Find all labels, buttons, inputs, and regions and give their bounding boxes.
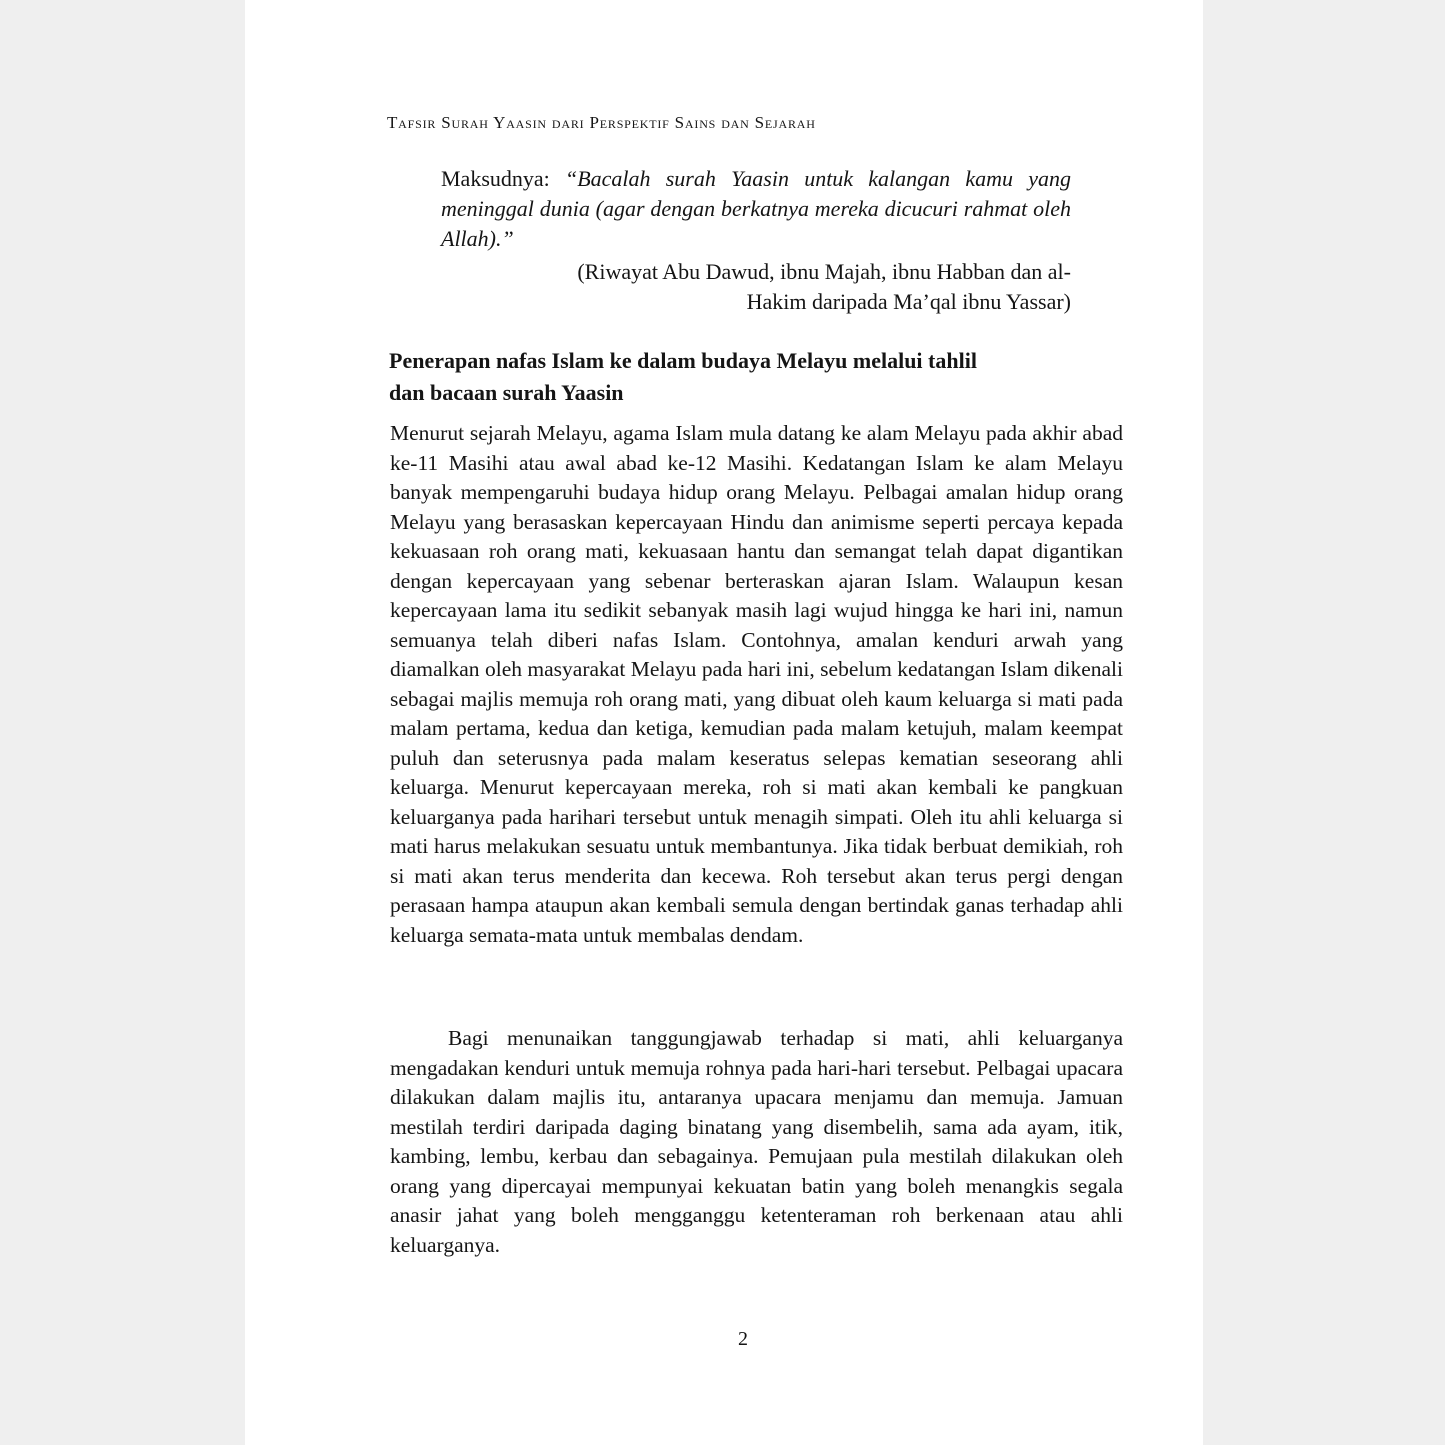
- book-page: [245, 0, 1203, 1445]
- section-heading-line: dan bacaan surah Yaasin: [389, 380, 624, 405]
- page-number: 2: [738, 1328, 748, 1350]
- running-head: Tafsir Surah Yaasin dari Perspektif Sains dan Sejarah: [387, 113, 816, 132]
- body-paragraph: Menurut sejarah Melayu, agama Islam mula datang ke alam Melayu pada akhir abad ke-11 Masihi atau awal abad ke-12 Masihi. Kedatangan Islam ke alam Melayu banyak mempengaruhi budaya hidup orang Melayu. Pelbagai amalan hidup orang Melayu yang berasaskan kepercayaan Hindu dan animisme seperti percaya kepada kekuasaan roh orang mati, kekuasaan hantu dan semangat telah dapat digantikan dengan kepercayaan yang sebenar berteraskan ajaran Islam. Walaupun kesan kepercayaan lama itu sedikit sebanyak masih lagi wujud hingga ke hari ini, namun semuanya telah diberi nafas Islam. Contohnya, amalan kenduri arwah yang diamalkan oleh masyarakat Melayu pada hari ini, sebelum kedatangan Islam dikenali sebagai majlis memuja roh orang mati, yang dibuat oleh kaum keluarga si mati pada malam pertama, kedua dan ketiga, kemudian pada malam ketujuh, malam keempat puluh dan seterusnya pada malam keseratus selepas kematian seseorang ahli keluarga. Menurut kepercayaan mereka, roh si mati akan kembali ke pangkuan keluarganya pada harihari tersebut untuk menagih simpati. Oleh itu ahli keluarga si mati harus melakukan sesuatu untuk membantunya. Jika tidak berbuat demikiah, roh si mati akan terus menderita dan kecewa. Roh tersebut akan terus pergi dengan perasaan hampa ataupun akan kembali semula dengan bertindak ganas terhadap ahli keluarga semata-mata untuk membalas dendam.: [390, 421, 1123, 947]
- citation-line: Hakim daripada Ma’qal ibnu Yassar): [746, 289, 1071, 314]
- section-heading: [389, 345, 1079, 409]
- quote-citation: [475, 257, 1071, 317]
- quote-text: “Bacalah surah Yaasin untuk kalangan kamu yang meninggal dunia (agar dengan berkatnya mereka dicucuri rahmat oleh Allah).”: [441, 166, 1072, 251]
- section-heading-line: Penerapan nafas Islam ke dalam budaya Melayu melalui tahlil: [389, 348, 977, 373]
- citation-line: (Riwayat Abu Dawud, ibnu Majah, ibnu Habban dan al-: [577, 259, 1071, 284]
- body-paragraph: Bagi menunaikan tanggungjawab terhadap si mati, ahli keluarganya mengadakan kenduri untuk memuja rohnya pada hari-hari tersebut. Pelbagai upacara dilakukan dalam majlis itu, antaranya upacara menjamu dan memuja. Jamuan mestilah terdiri daripada daging binatang yang disembelih, sama ada ayam, itik, kambing, lembu, kerbau dan sebagainya. Pemujaan pula mestilah dilakukan oleh orang yang dipercayai mempunyai kekuatan batin yang boleh menangkis segala anasir jahat yang boleh mengganggu ketenteraman roh berkenaan atau ahli keluarganya.: [390, 1026, 1123, 1257]
- hadith-quote: [441, 164, 1071, 254]
- quote-lead: Maksudnya:: [441, 166, 565, 191]
